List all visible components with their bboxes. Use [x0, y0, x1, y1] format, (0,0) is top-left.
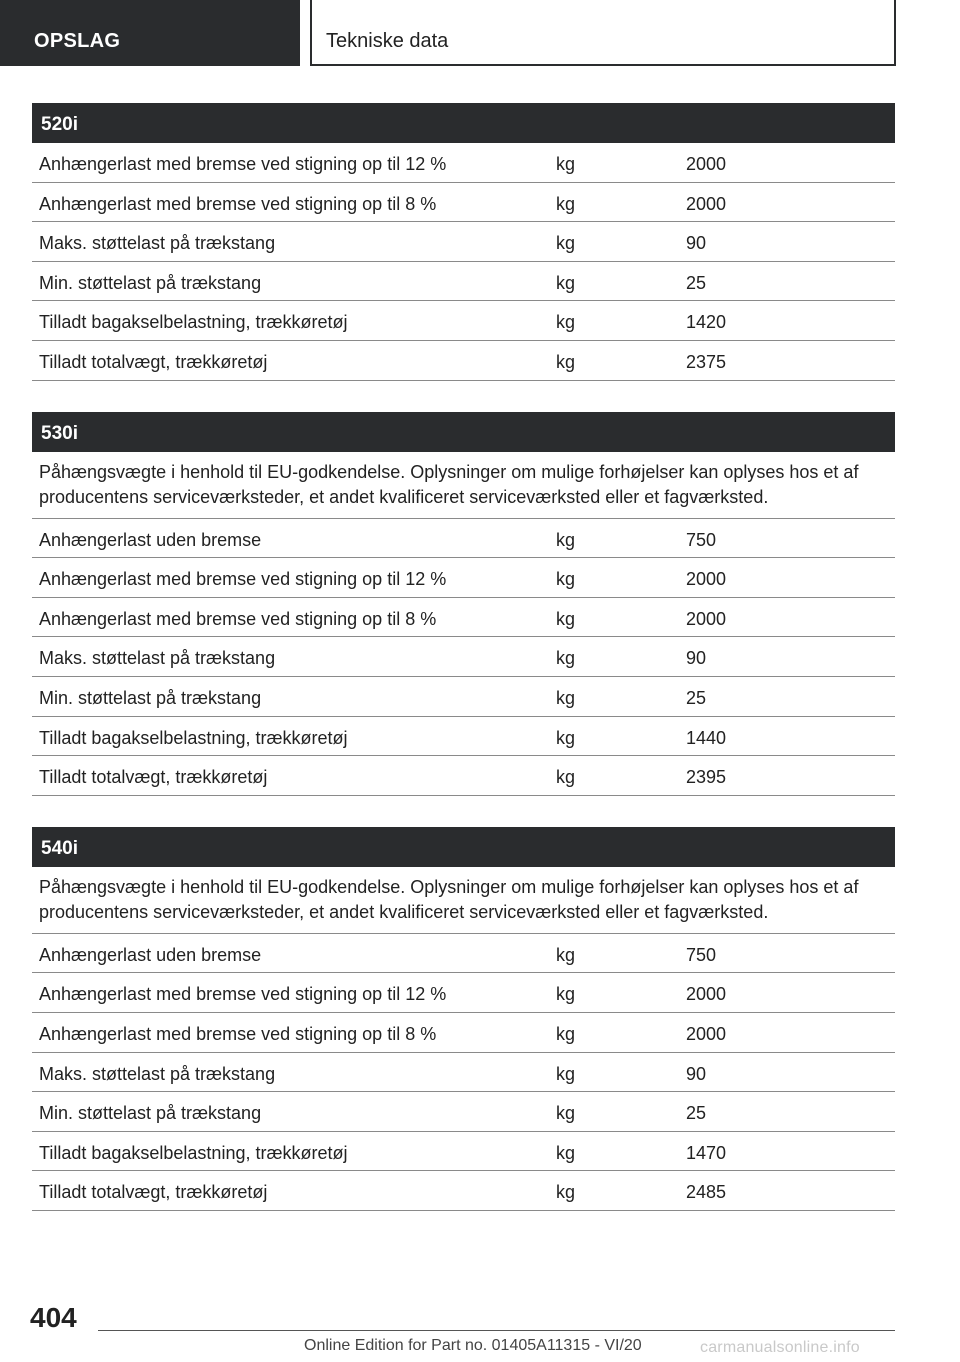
sections-container [32, 103, 895, 1211]
row-label: Tilladt totalvægt, trækkøretøj [39, 351, 268, 372]
table-row [32, 677, 895, 717]
table-row [32, 222, 895, 262]
row-unit: kg [556, 687, 576, 708]
section-note: Påhængsvægte i henhold til EU-godkendelse. Oplysninger om mulige forhøjelser kan oplyses hos et af producentens serviceværksteder, et andet kvalificeret serviceværksted eller et fagværksted. [32, 867, 895, 934]
table-row [32, 637, 895, 677]
footer-divider [98, 1330, 895, 1331]
row-unit: kg [556, 648, 576, 669]
row-value: 750 [686, 529, 717, 550]
row-label: Tilladt totalvægt, trækkøretøj [39, 1182, 268, 1203]
row-label: Tilladt bagakselbelastning, trækkøretøj [39, 312, 348, 333]
row-value: 25 [686, 272, 707, 293]
row-unit: kg [556, 233, 576, 254]
row-unit: kg [556, 608, 576, 629]
row-label: Min. støttelast på trækstang [39, 272, 262, 293]
table-row [32, 1053, 895, 1093]
table-row [32, 341, 895, 381]
row-label: Anhængerlast med bremse ved stigning op til 12 % [39, 984, 447, 1005]
row-label: Tilladt totalvægt, trækkøretøj [39, 767, 268, 788]
table-row [32, 301, 895, 341]
row-value: 90 [686, 1063, 707, 1084]
row-value: 750 [686, 944, 717, 965]
row-label: Anhængerlast med bremse ved stigning op til 12 % [39, 569, 447, 590]
row-value: 25 [686, 1103, 707, 1124]
header-chapter-box [310, 0, 896, 66]
row-label: Anhængerlast med bremse ved stigning op til 8 % [39, 1023, 437, 1044]
tech-data-content [32, 103, 895, 1242]
row-label: Anhængerlast uden bremse [39, 529, 262, 550]
section-model-heading: 530i [32, 412, 895, 452]
row-unit: kg [556, 984, 576, 1005]
row-label: Maks. støttelast på trækstang [39, 233, 276, 254]
row-unit: kg [556, 193, 576, 214]
table-row [32, 262, 895, 302]
row-unit: kg [556, 767, 576, 788]
table-row [32, 1013, 895, 1053]
spec-section [32, 827, 895, 1211]
row-label: Min. støttelast på trækstang [39, 687, 262, 708]
table-row [32, 934, 895, 974]
row-value: 1420 [686, 312, 727, 333]
table-row [32, 598, 895, 638]
table-row [32, 717, 895, 757]
row-label: Maks. støttelast på trækstang [39, 648, 276, 669]
row-unit: kg [556, 529, 576, 550]
row-unit: kg [556, 944, 576, 965]
row-value: 90 [686, 648, 707, 669]
row-value: 2000 [686, 1023, 727, 1044]
row-unit: kg [556, 351, 576, 372]
row-value: 1470 [686, 1142, 727, 1163]
section-model-heading: 540i [32, 827, 895, 867]
table-row [32, 1171, 895, 1211]
table-row [32, 558, 895, 598]
row-value: 2395 [686, 767, 727, 788]
table-row [32, 143, 895, 183]
row-unit: kg [556, 1182, 576, 1203]
row-label: Tilladt bagakselbelastning, trækkøretøj [39, 1142, 348, 1163]
row-label: Tilladt bagakselbelastning, trækkøretøj [39, 727, 348, 748]
row-unit: kg [556, 1023, 576, 1044]
row-value: 2000 [686, 608, 727, 629]
section-note: Påhængsvægte i henhold til EU-godkendelse. Oplysninger om mulige forhøjelser kan oplyses hos et af producentens serviceværksteder, et andet kvalificeret serviceværksted eller et fagværksted. [32, 452, 895, 519]
row-unit: kg [556, 1103, 576, 1124]
table-row [32, 973, 895, 1013]
row-value: 25 [686, 687, 707, 708]
table-row [32, 183, 895, 223]
row-value: 2375 [686, 351, 727, 372]
row-unit: kg [556, 727, 576, 748]
table-row [32, 519, 895, 559]
table-row [32, 1132, 895, 1172]
row-value: 2485 [686, 1182, 727, 1203]
row-label: Anhængerlast med bremse ved stigning op til 8 % [39, 193, 437, 214]
table-row [32, 1092, 895, 1132]
row-unit: kg [556, 272, 576, 293]
row-unit: kg [556, 154, 576, 174]
row-unit: kg [556, 312, 576, 333]
header-chapter-label: Tekniske data [326, 30, 449, 52]
row-label: Anhængerlast med bremse ved stigning op til 12 % [39, 154, 447, 174]
table-row [32, 756, 895, 796]
header-section-tab [0, 0, 300, 66]
row-value: 2000 [686, 154, 727, 174]
header-section-label: OPSLAG [34, 30, 121, 52]
spec-section [32, 103, 895, 381]
row-value: 2000 [686, 193, 727, 214]
row-unit: kg [556, 569, 576, 590]
footer-edition: Online Edition for Part no. 01405A11315 - VI/20 [304, 1337, 642, 1354]
row-value: 90 [686, 233, 707, 254]
row-label: Anhængerlast uden bremse [39, 944, 262, 965]
row-label: Anhængerlast med bremse ved stigning op til 8 % [39, 608, 437, 629]
page-number: 404 [30, 1302, 77, 1333]
row-unit: kg [556, 1142, 576, 1163]
row-unit: kg [556, 1063, 576, 1084]
row-value: 2000 [686, 569, 727, 590]
row-label: Maks. støttelast på trækstang [39, 1063, 276, 1084]
row-value: 2000 [686, 984, 727, 1005]
footer-watermark: carmanualsonline.info [700, 1339, 860, 1356]
row-label: Min. støttelast på trækstang [39, 1103, 262, 1124]
row-value: 1440 [686, 727, 727, 748]
section-model-heading: 520i [32, 103, 895, 143]
spec-section [32, 412, 895, 796]
